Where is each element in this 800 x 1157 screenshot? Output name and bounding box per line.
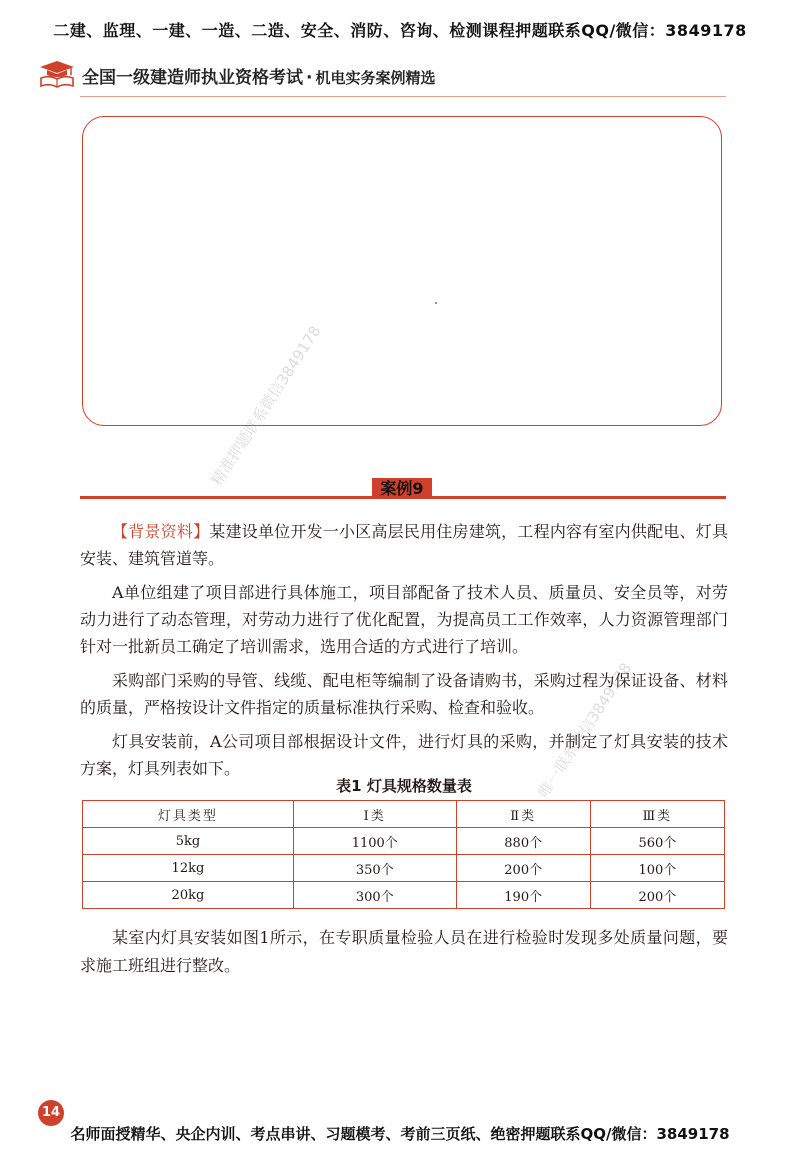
column-header: 灯具类型 — [83, 801, 294, 828]
paragraph-text: 某建设单位开发一小区高层民用住房建筑，工程内容有室内供配电、灯具安装、建筑管道等。 — [80, 522, 728, 568]
table-cell: 200个 — [456, 855, 590, 882]
header-title — [82, 63, 435, 88]
header-separator: · — [306, 68, 313, 88]
table-header-row — [83, 801, 725, 828]
column-header: Ⅱ类 — [456, 801, 590, 828]
table-cell: 5kg — [83, 828, 294, 855]
graduation-cap-book-icon — [38, 58, 76, 88]
table-cell: 350个 — [293, 855, 456, 882]
case-body — [80, 518, 728, 789]
table-caption: 表1 灯具规格数量表 — [336, 777, 472, 795]
table-cell: 190个 — [456, 882, 590, 909]
table-cell: 560个 — [590, 828, 724, 855]
column-header: Ⅲ类 — [590, 801, 724, 828]
case-title: 案例9 — [372, 478, 432, 499]
page-header — [38, 58, 758, 88]
watermark-text: 精准押题联系微信3849178 — [207, 322, 325, 489]
header-subtitle: 机电实务案例精选 — [315, 69, 436, 87]
table-cell: 300个 — [293, 882, 456, 909]
paragraph: 采购部门采购的导管、线缆、配电柜等编制了设备请购书，采购过程为保证设备、材料的质量，严格按设计文件指定的质量标准执行采购、检查和验收。 — [80, 671, 728, 717]
after-table-paragraph — [80, 924, 728, 987]
figure-placeholder-frame — [82, 116, 722, 426]
table-cell: 1100个 — [293, 828, 456, 855]
lamp-spec-table — [82, 800, 725, 909]
table-row — [83, 882, 725, 909]
table-cell: 20kg — [83, 882, 294, 909]
page-number: 14 — [38, 1100, 64, 1126]
paragraph: 某室内灯具安装如图1所示，在专职质量检验人员在进行检验时发现多处质量问题，要求施工班组进行整改。 — [80, 928, 728, 975]
paragraph: A单位组建了项目部进行具体施工，项目部配备了技术人员、质量员、安全员等，对劳动力进行了动态管理，对劳动力进行了优化配置，为提高员工工作效率，人力资源管理部门针对一批新员工确定了培训需求，选用合适的方式进行了培训。 — [80, 583, 728, 656]
table-cell: 100个 — [590, 855, 724, 882]
table-row — [83, 855, 725, 882]
paragraph: 灯具安装前，A公司项目部根据设计文件，进行灯具的采购，并制定了灯具安装的技术方案，灯具列表如下。 — [80, 732, 728, 778]
top-banner: 二建、监理、一建、一造、二造、安全、消防、咨询、检测课程押题联系QQ/微信：3849178 — [53, 21, 747, 40]
table-cell: 12kg — [83, 855, 294, 882]
table-cell: 200个 — [590, 882, 724, 909]
figure-speck — [435, 302, 437, 304]
background-label: 【背景资料】 — [112, 522, 210, 541]
bottom-banner: 名师面授精华、央企内训、考点串讲、习题模考、考前三页纸、绝密押题联系QQ/微信：3849178 — [70, 1125, 730, 1143]
header-divider — [80, 96, 726, 97]
table-cell: 880个 — [456, 828, 590, 855]
watermark-text: 唯一联系微信3849178 — [534, 659, 636, 801]
header-main-title: 全国一级建造师执业资格考试 — [82, 68, 303, 88]
column-header: Ⅰ类 — [293, 801, 456, 828]
table-row — [83, 828, 725, 855]
paragraph — [80, 518, 728, 572]
